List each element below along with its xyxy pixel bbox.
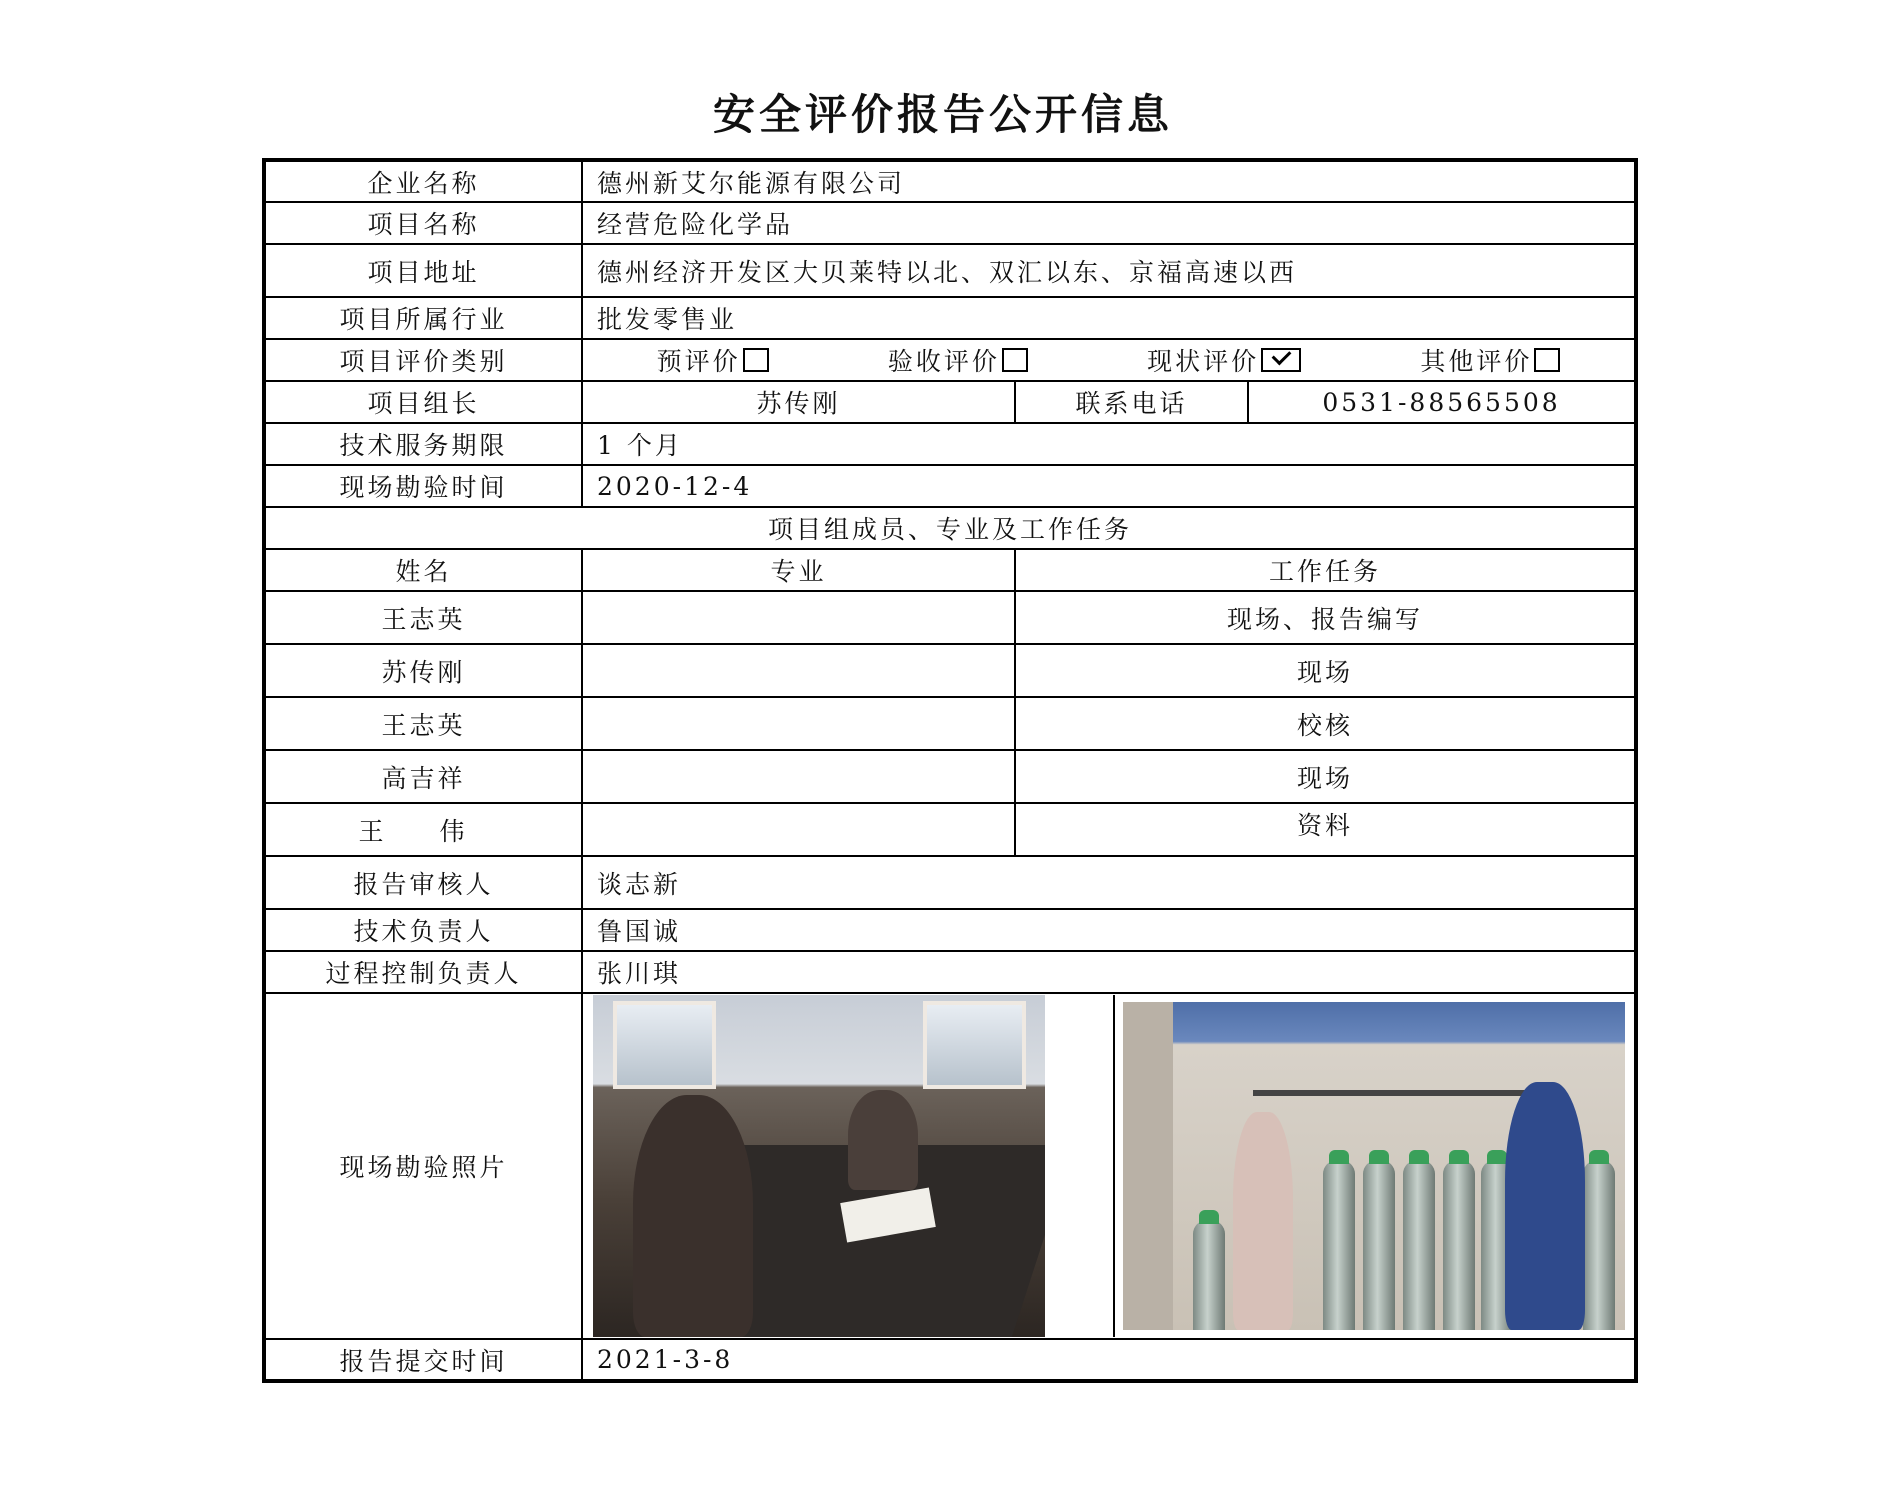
member-row	[264, 697, 1636, 750]
member-specialty	[582, 750, 1015, 803]
members-header-row	[264, 549, 1636, 591]
reviewer-value: 谈志新	[582, 856, 1636, 909]
checkbox-icon[interactable]	[1002, 348, 1028, 372]
contact-phone-label: 联系电话	[1015, 381, 1248, 423]
checkbox-icon[interactable]	[1534, 348, 1560, 372]
row-project-address	[264, 244, 1636, 297]
process-lead-value: 张川琪	[582, 951, 1636, 993]
project-address-label: 项目地址	[264, 244, 582, 297]
eval-category-options	[582, 339, 1636, 381]
reviewer-label: 报告审核人	[264, 856, 582, 909]
contact-phone-value: 0531-88565508	[1248, 381, 1636, 423]
eval-option-label: 现状评价	[1147, 347, 1260, 376]
eval-option-other[interactable]	[1420, 342, 1560, 378]
row-industry	[264, 297, 1636, 339]
members-section-heading: 项目组成员、专业及工作任务	[264, 507, 1636, 549]
member-row	[264, 644, 1636, 697]
member-specialty	[582, 644, 1015, 697]
row-reviewer	[264, 856, 1636, 909]
photos-cell	[582, 993, 1636, 1339]
survey-time-value: 2020-12-4	[582, 465, 1636, 507]
checkbox-icon[interactable]	[743, 348, 769, 372]
site-photo-cylinders	[1123, 1002, 1625, 1330]
survey-time-label: 现场勘验时间	[264, 465, 582, 507]
company-value: 德州新艾尔能源有限公司	[582, 160, 1636, 202]
member-name: 高吉祥	[264, 750, 582, 803]
member-specialty-header: 专业	[582, 549, 1015, 591]
member-name: 苏传刚	[264, 644, 582, 697]
member-name: 王志英	[264, 697, 582, 750]
tech-lead-value: 鲁国诚	[582, 909, 1636, 951]
eval-option-label: 其他评价	[1420, 347, 1533, 376]
row-process-lead	[264, 951, 1636, 993]
submit-time-label: 报告提交时间	[264, 1339, 582, 1381]
info-table	[262, 158, 1638, 1383]
photos-label: 现场勘验照片	[264, 993, 582, 1339]
project-address-value: 德州经济开发区大贝莱特以北、双汇以东、京福高速以西	[582, 244, 1636, 297]
row-submit-time	[264, 1339, 1636, 1381]
team-leader-value: 苏传刚	[582, 381, 1015, 423]
member-specialty	[582, 697, 1015, 750]
service-period-label: 技术服务期限	[264, 423, 582, 465]
row-project-name	[264, 202, 1636, 244]
eval-option-current[interactable]	[1147, 342, 1301, 378]
site-photo-office	[593, 995, 1045, 1337]
row-company	[264, 160, 1636, 202]
row-tech-lead	[264, 909, 1636, 951]
service-period-value: 1 个月	[582, 423, 1636, 465]
project-name-value: 经营危险化学品	[582, 202, 1636, 244]
member-task: 资料	[1015, 803, 1636, 856]
submit-time-value: 2021-3-8	[582, 1339, 1636, 1381]
member-specialty	[582, 591, 1015, 644]
member-task: 校核	[1015, 697, 1636, 750]
eval-option-pre[interactable]	[657, 342, 769, 378]
industry-value: 批发零售业	[582, 297, 1636, 339]
tech-lead-label: 技术负责人	[264, 909, 582, 951]
member-row	[264, 591, 1636, 644]
member-name-header: 姓名	[264, 549, 582, 591]
company-label: 企业名称	[264, 160, 582, 202]
member-task: 现场、报告编写	[1015, 591, 1636, 644]
member-name: 王 伟	[264, 803, 582, 856]
member-row	[264, 750, 1636, 803]
member-row	[264, 803, 1636, 856]
industry-label: 项目所属行业	[264, 297, 582, 339]
row-photos	[264, 993, 1636, 1339]
document-title: 安全评价报告公开信息	[712, 90, 1173, 139]
eval-option-acceptance[interactable]	[888, 342, 1028, 378]
row-service-period	[264, 423, 1636, 465]
member-task: 现场	[1015, 750, 1636, 803]
process-lead-label: 过程控制负责人	[264, 951, 582, 993]
member-task-header: 工作任务	[1015, 549, 1636, 591]
member-task: 现场	[1015, 644, 1636, 697]
checked-checkbox-icon[interactable]	[1261, 348, 1301, 372]
team-leader-label: 项目组长	[264, 381, 582, 423]
member-specialty	[582, 803, 1015, 856]
eval-option-label: 验收评价	[887, 347, 1000, 376]
row-team-leader	[264, 381, 1636, 423]
row-eval-category	[264, 339, 1636, 381]
member-name: 王志英	[264, 591, 582, 644]
eval-category-label: 项目评价类别	[264, 339, 582, 381]
eval-option-label: 预评价	[656, 347, 741, 376]
row-survey-time	[264, 465, 1636, 507]
row-members-section	[264, 507, 1636, 549]
project-name-label: 项目名称	[264, 202, 582, 244]
